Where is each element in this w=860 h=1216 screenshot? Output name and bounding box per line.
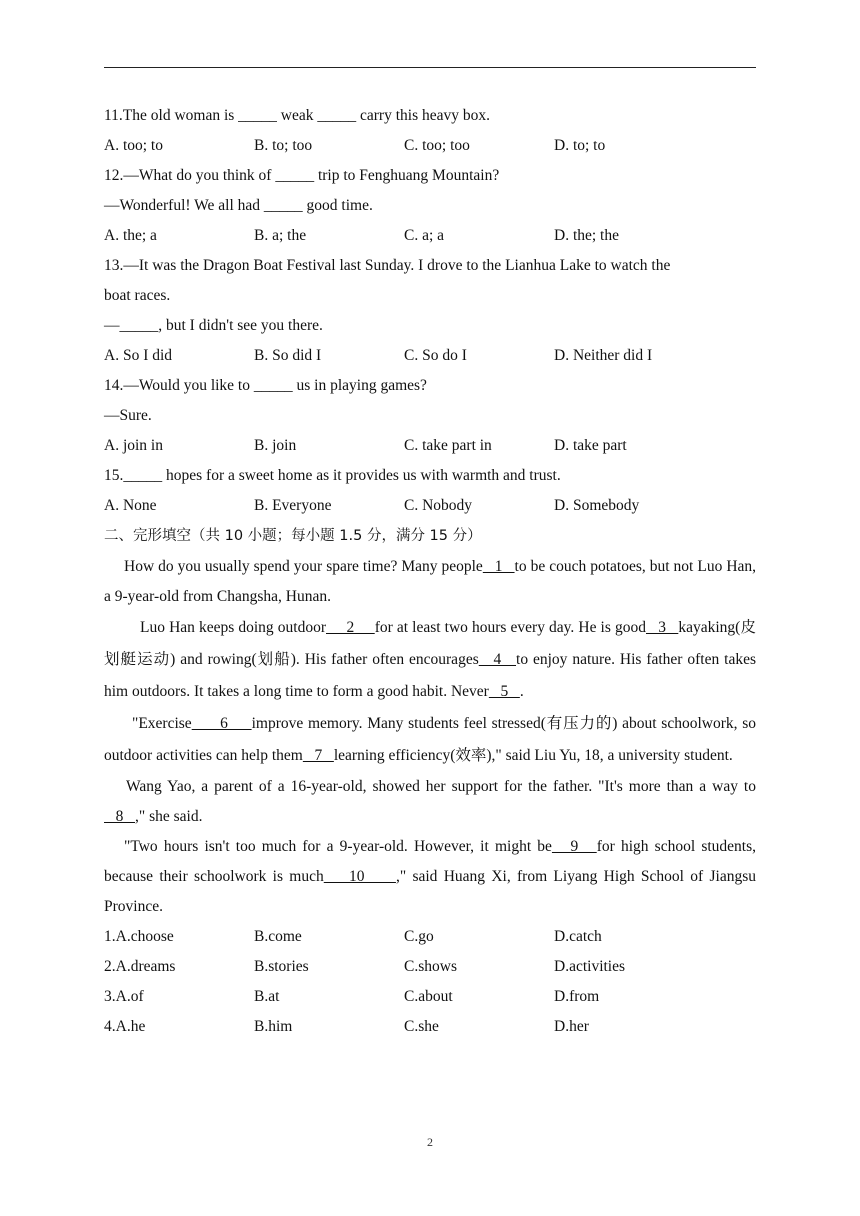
option-c: C.go (404, 928, 434, 945)
option-d: D. take part (554, 437, 627, 454)
paragraph-text: for high school students, because their schoolwork is much (104, 838, 757, 885)
option-b: B. So did I (254, 347, 322, 364)
paragraph-text: kayaking(皮划艇运动) and rowing(划船). His father often encourages (104, 619, 757, 668)
paragraph-text: learning efficiency(效率)," said Liu Yu, 18, a university student. (333, 747, 733, 764)
page-content (104, 101, 756, 1042)
option-d: D.her (554, 1018, 589, 1035)
paragraph-text: "Exercise (132, 715, 192, 732)
cloze-paragraph-3 (104, 708, 756, 772)
blank-4: 4 (478, 651, 517, 668)
option-d: D. Somebody (554, 497, 640, 514)
option-b: B.him (254, 1018, 293, 1035)
option-a: 1.A.choose (104, 928, 174, 945)
option-d: D. Neither did I (554, 347, 653, 364)
question-14: 14.—Would you like to _____ us in playing games? (104, 377, 427, 394)
option-d: D.activities (554, 958, 626, 975)
question-13: 13.—It was the Dragon Boat Festival last Sunday. I drove to the Lianhua Lake to watch the (104, 257, 671, 274)
option-a: 3.A.of (104, 988, 144, 1005)
question-15-options (104, 491, 756, 521)
option-c: C. take part in (404, 437, 492, 454)
page-number: 2 (427, 1135, 433, 1149)
paragraph-text: Luo Han keeps doing outdoor (140, 619, 326, 636)
option-d: D. to; to (554, 137, 606, 154)
question-13-options (104, 341, 756, 371)
cloze-options-1 (104, 922, 756, 952)
cloze-paragraph-5 (104, 832, 756, 922)
option-c: C. So do I (404, 347, 467, 364)
question-15: 15._____ hopes for a sweet home as it provides us with warmth and trust. (104, 467, 561, 484)
paragraph-text: to enjoy nature. His father often takes him outdoors. It takes a long time to form a good habit. Never (104, 651, 757, 700)
paragraph-text: improve memory. Many students feel stressed(有压力的) about schoolwork, so outdoor activities can help them (104, 715, 757, 764)
option-b: B. join (254, 437, 297, 454)
option-a: A. the; a (104, 227, 157, 244)
cloze-paragraph-1 (104, 552, 756, 612)
option-a: A. join in (104, 437, 163, 454)
cloze-options-3 (104, 982, 756, 1012)
cloze-paragraph-4 (104, 772, 756, 832)
cloze-options-4 (104, 1012, 756, 1042)
blank-1: 1 (482, 558, 515, 575)
cloze-paragraph-2 (104, 612, 756, 708)
header-rule (104, 67, 756, 68)
blank-6: 6 (191, 715, 252, 732)
option-c: C.she (404, 1018, 439, 1035)
option-b: B. a; the (254, 227, 307, 244)
section-heading-cloze: 二、完形填空（共 10 小题；每小题 1.5 分，满分 15 分） (104, 528, 482, 544)
option-b: B.stories (254, 958, 309, 975)
question-13-reply: —_____, but I didn't see you there. (104, 317, 323, 334)
option-a: 2.A.dreams (104, 958, 176, 975)
option-c: C. a; a (404, 227, 445, 244)
option-a: 4.A.he (104, 1018, 146, 1035)
option-a: A. None (104, 497, 157, 514)
option-c: C. too; too (404, 137, 470, 154)
option-d: D.catch (554, 928, 602, 945)
option-b: B. Everyone (254, 497, 332, 514)
paragraph-text: to be couch potatoes, but not Luo Han, a 9-year-old from Changsha, Hunan. (104, 558, 757, 605)
question-14-options (104, 431, 756, 461)
blank-2: 2 (326, 619, 375, 636)
paragraph-text: ," said Huang Xi, from Liyang High School of Jiangsu Province. (104, 868, 756, 915)
option-d: D. the; the (554, 227, 619, 244)
blank-9: 9 (551, 838, 597, 855)
option-b: B.come (254, 928, 302, 945)
question-12: 12.—What do you think of _____ trip to Fenghuang Mountain? (104, 167, 500, 184)
question-11: 11.The old woman is _____ weak _____ carry this heavy box. (104, 107, 490, 124)
blank-10: 10 (323, 868, 396, 885)
question-11-options (104, 131, 756, 161)
question-13-cont: boat races. (104, 287, 171, 304)
option-b: B.at (254, 988, 280, 1005)
question-12-options (104, 221, 756, 251)
question-12-reply: —Wonderful! We all had _____ good time. (104, 197, 373, 214)
option-a: A. So I did (104, 347, 173, 364)
question-14-reply: —Sure. (104, 407, 152, 424)
option-b: B. to; too (254, 137, 313, 154)
paragraph-text: ," she said. (135, 808, 203, 825)
paragraph-text: Wang Yao, a parent of a 16-year-old, showed her support for the father. "It's more than a way to (126, 778, 756, 795)
paragraph-text: "Two hours isn't too much for a 9-year-old. However, it might be (124, 838, 552, 855)
paragraph-text: How do you usually spend your spare time? Many people (124, 558, 483, 575)
option-a: A. too; to (104, 137, 163, 154)
cloze-options-2 (104, 952, 756, 982)
option-c: C.shows (404, 958, 457, 975)
blank-5: 5 (488, 683, 520, 700)
option-c: C. Nobody (404, 497, 473, 514)
option-d: D.from (554, 988, 600, 1005)
blank-3: 3 (646, 619, 679, 636)
option-c: C.about (404, 988, 453, 1005)
paragraph-text: for at least two hours every day. He is good (374, 619, 646, 636)
paragraph-text: . (519, 683, 524, 700)
blank-7: 7 (302, 747, 334, 764)
blank-8: 8 (104, 808, 135, 825)
